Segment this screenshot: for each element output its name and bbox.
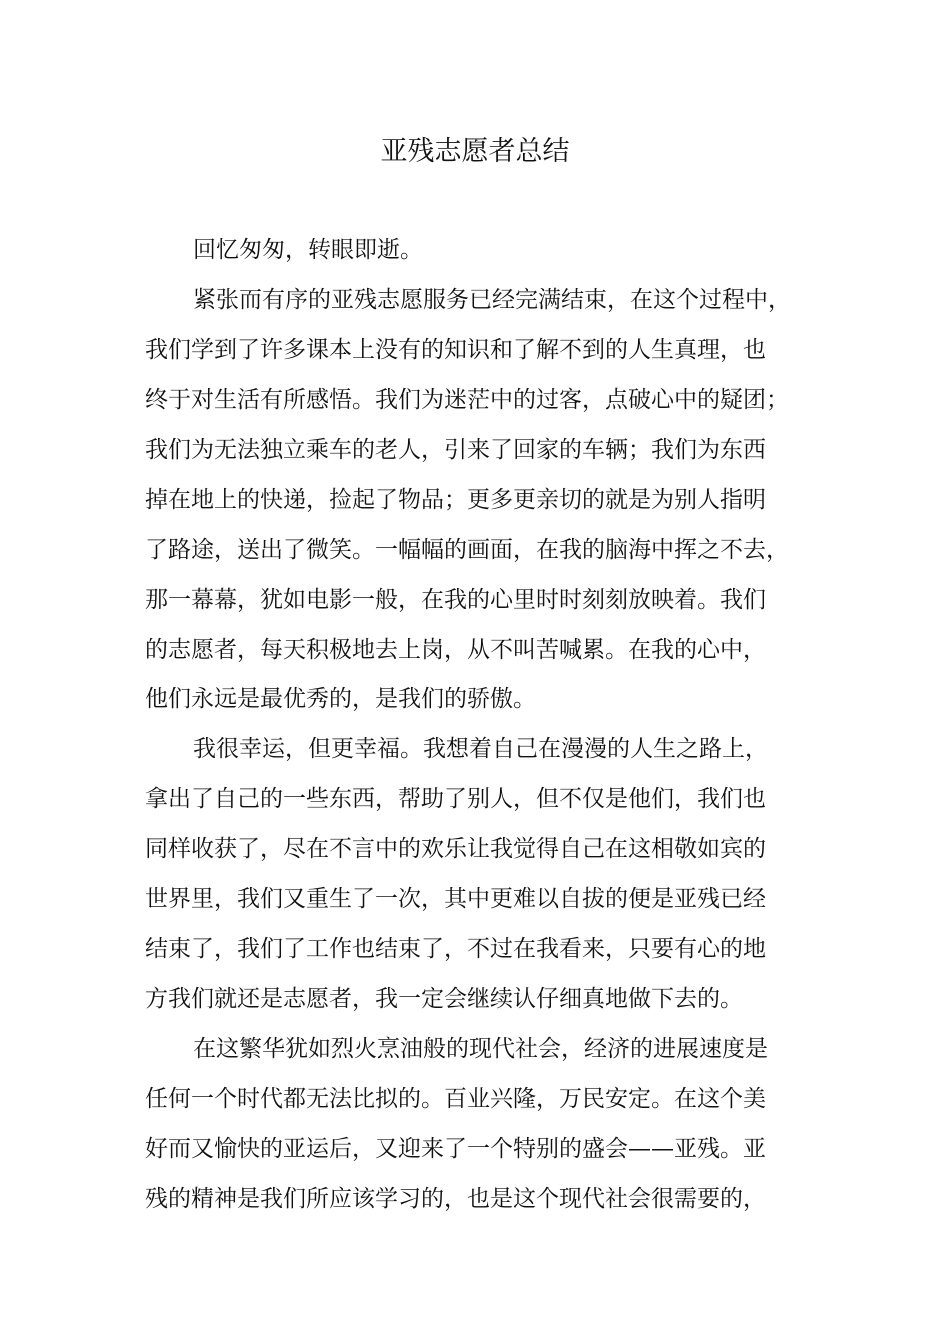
paragraph-line: 残的精神是我们所应该学习的，也是这个现代社会很需要的， bbox=[145, 1186, 766, 1212]
paragraph-line: 方我们就还是志愿者，我一定会继续认仔细真地做下去的。 bbox=[145, 986, 743, 1012]
paragraph-line: 我们学到了许多课本上没有的知识和了解不到的人生真理，也 bbox=[145, 337, 766, 363]
paragraph-line: 了路途，送出了微笑。一幅幅的画面，在我的脑海中挥之不去， bbox=[145, 537, 789, 563]
paragraph-line: 的志愿者，每天积极地去上岗，从不叫苦喊累。在我的心中， bbox=[145, 637, 766, 663]
paragraph-line: 拿出了自己的一些东西，帮助了别人，但不仅是他们，我们也 bbox=[145, 786, 766, 812]
paragraph-line: 同样收获了，尽在不言中的欢乐让我觉得自己在这相敬如宾的 bbox=[145, 836, 766, 862]
paragraph-line: 终于对生活有所感悟。我们为迷茫中的过客，点破心中的疑团； bbox=[145, 387, 789, 413]
paragraph-line: 我很幸运，但更幸福。我想着自己在漫漫的人生之路上， bbox=[193, 736, 768, 762]
paragraph-line: 结束了，我们了工作也结束了，不过在我看来，只要有心的地 bbox=[145, 936, 766, 962]
paragraph-line: 好而又愉快的亚运后，又迎来了一个特别的盛会——亚残。亚 bbox=[145, 1136, 766, 1162]
paragraph-line: 他们永远是最优秀的，是我们的骄傲。 bbox=[145, 686, 536, 712]
paragraph-line: 紧张而有序的亚残志愿服务已经完满结束，在这个过程中， bbox=[193, 287, 791, 313]
paragraph-line: 任何一个时代都无法比拟的。百业兴隆，万民安定。在这个美 bbox=[145, 1086, 766, 1112]
paragraph-line: 我们为无法独立乘车的老人，引来了回家的车辆；我们为东西 bbox=[145, 437, 766, 463]
paragraph-line: 回忆匆匆，转眼即逝。 bbox=[193, 237, 423, 263]
paragraph-line: 在这繁华犹如烈火烹油般的现代社会，经济的进展速度是 bbox=[193, 1036, 768, 1062]
paragraph-line: 世界里，我们又重生了一次，其中更难以自拔的便是亚残已经 bbox=[145, 886, 766, 912]
paragraph-line: 那一幕幕，犹如电影一般，在我的心里时时刻刻放映着。我们 bbox=[145, 587, 766, 613]
paragraph-line: 掉在地上的快递，捡起了物品；更多更亲切的就是为别人指明 bbox=[145, 487, 766, 513]
document-title: 亚残志愿者总结 bbox=[380, 136, 570, 167]
